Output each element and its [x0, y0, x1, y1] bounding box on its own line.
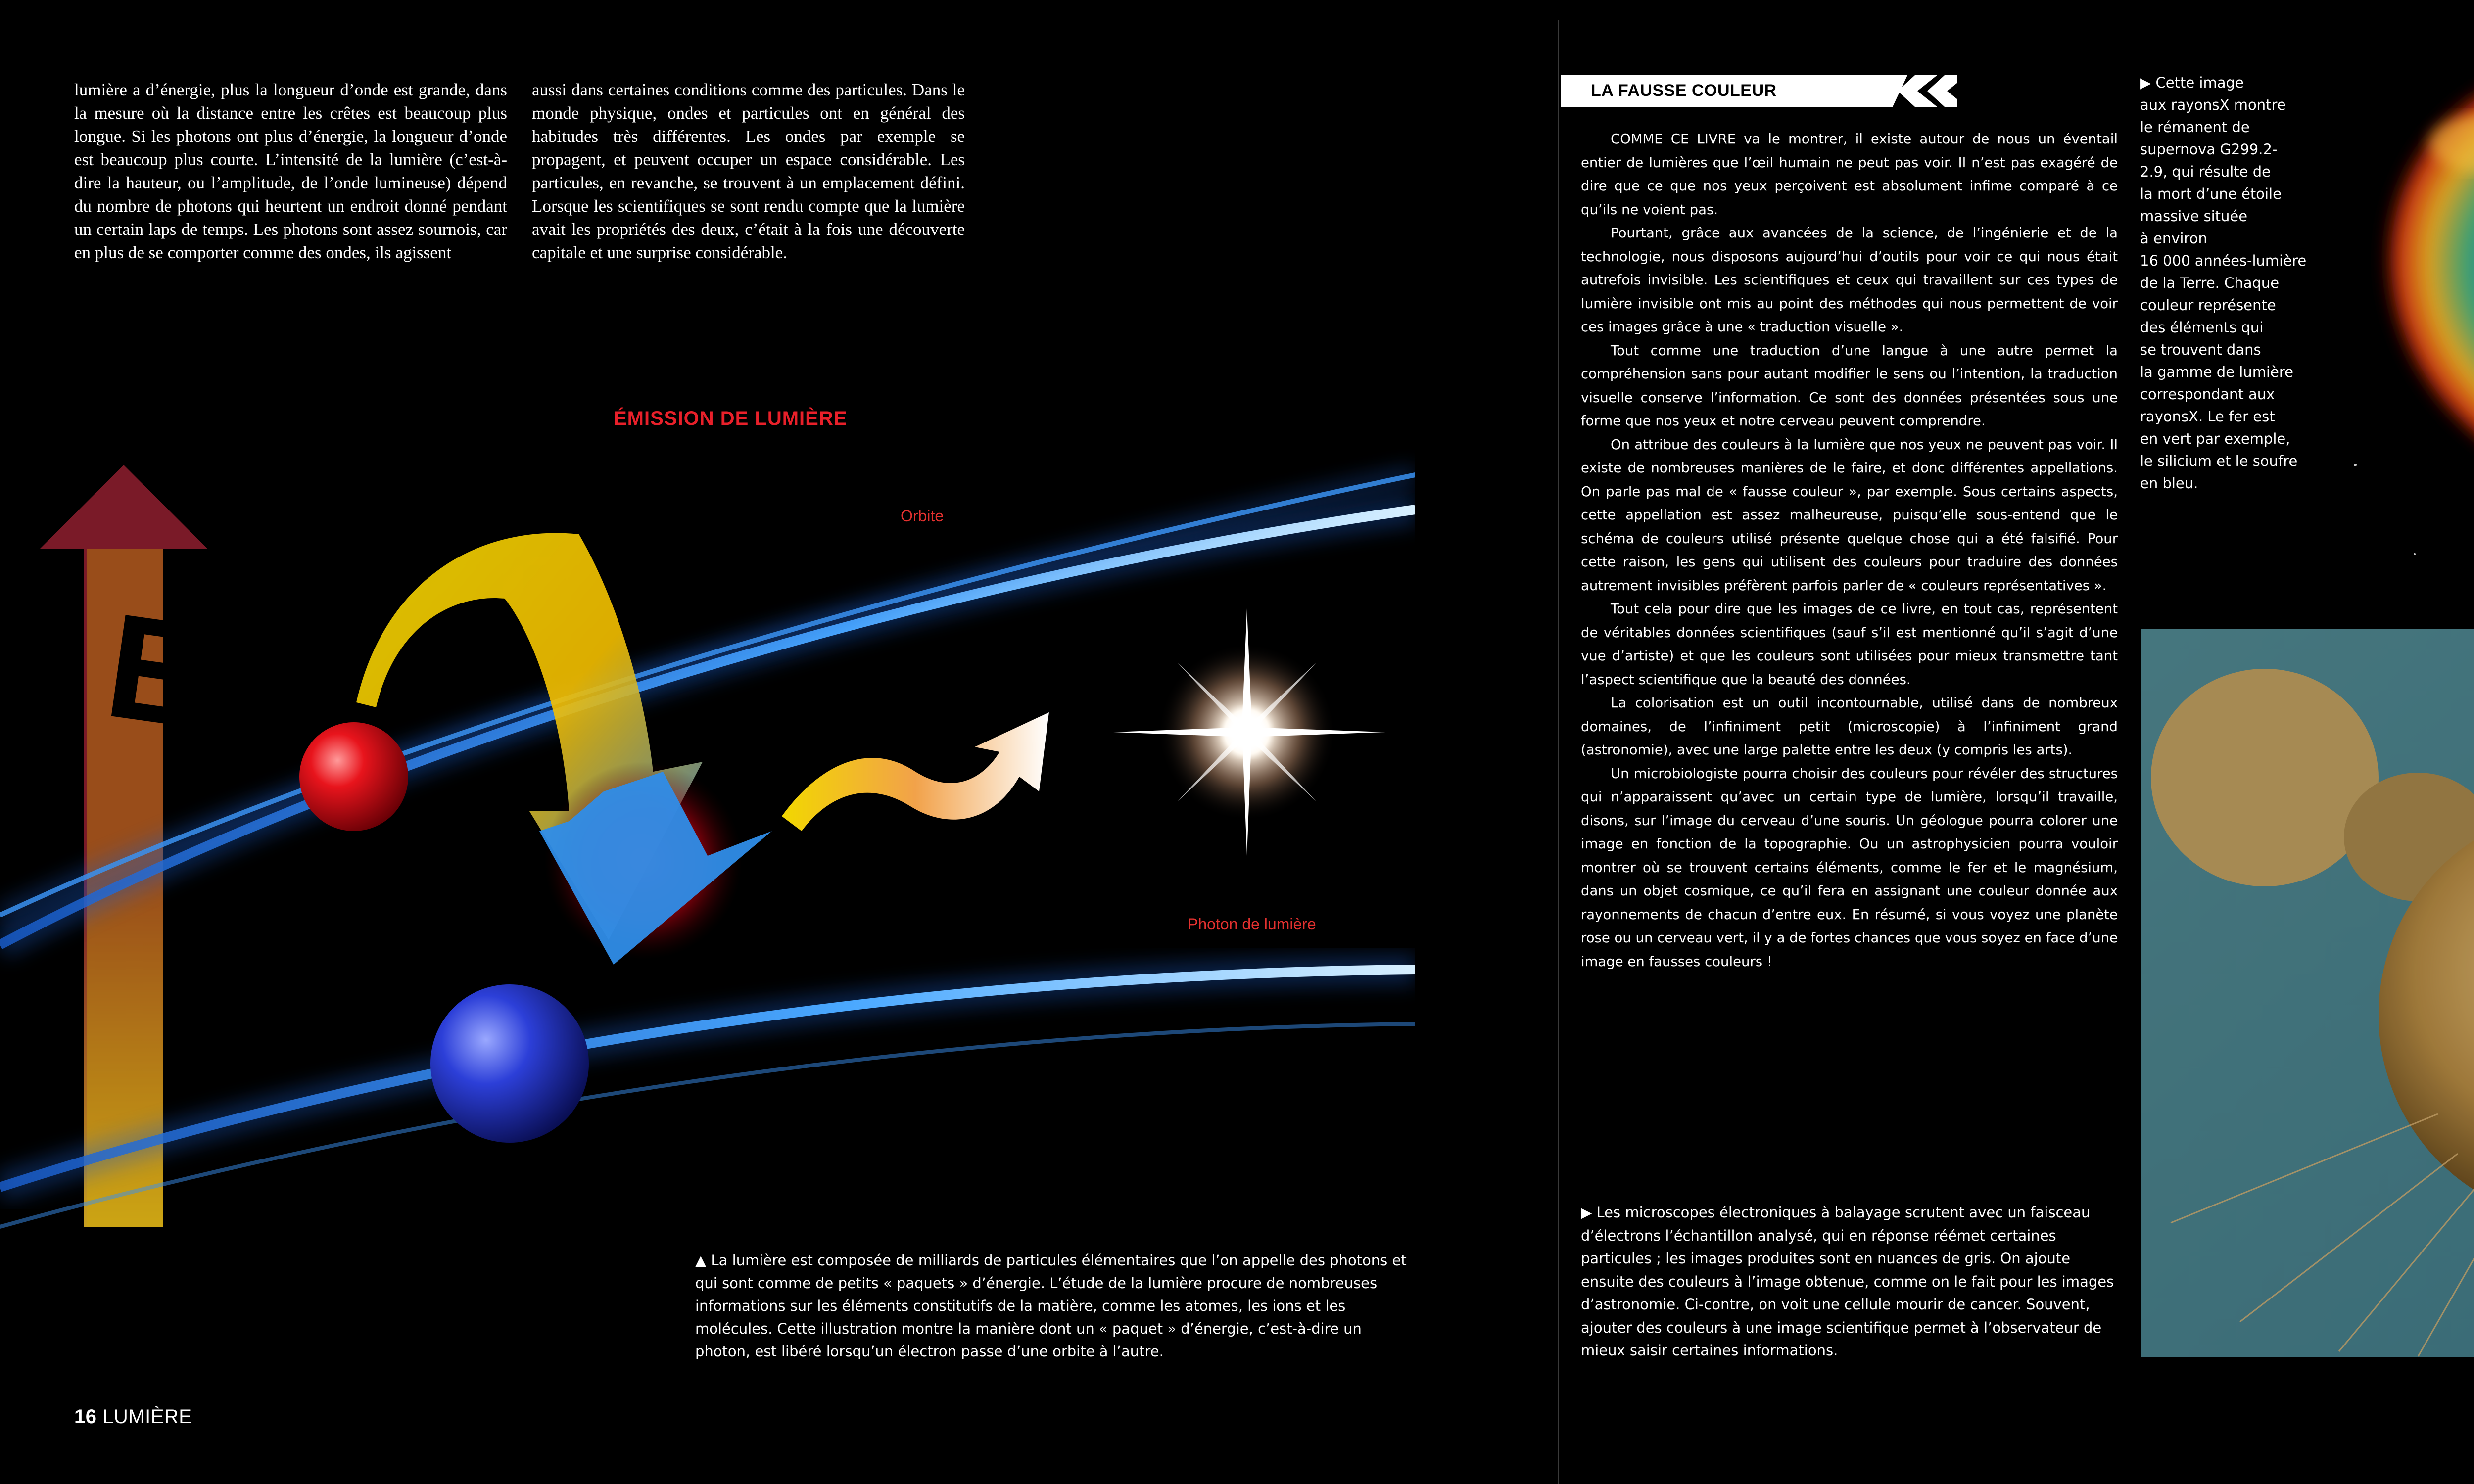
paragraph: Tout cela pour dire que les images de ce livre, en tout cas, représentent de véritables données scientifiques (sauf s’il est mentionné qu’il s’agit d’une vue d’artiste) et que les couleurs sont utilisées pour mieux transmettre tant l’aspect scientifique que la beauté des données.	[1581, 601, 2118, 688]
photon-star	[1113, 608, 1385, 856]
left-page-number: 16	[74, 1406, 97, 1428]
section-heading: LA FAUSSE COULEUR	[1591, 81, 1777, 100]
energy-letter: E	[97, 581, 218, 760]
paragraph: COMME CE LIVRE va le montrer, il existe autour de nous un éventail entier de lumières que l’œil humain ne peut pas voir. Il n’est pas exagéré de dire que ce que nos yeux perçoivent est absolument infime comparé à ce qu’ils ne voient pas.	[1581, 131, 2118, 218]
diagram-caption: ▲ La lumière est composée de milliards de particules élémentaires que l’on appelle des photons et qui sont comme de petits « paquets » d’énergie. L’étude de la lumière procure de nombreuses informations sur les éléments constitutifs de la matière, comme les atomes, les ions et les molécules. Cette illustration montre la manière dont un « paquet » d’énergie, c’est-à-dire un photon, est libéré lorsqu’un électron passe d’une orbite à l’autre.	[695, 1252, 1407, 1360]
photon-wave-arrow	[782, 712, 1049, 831]
light-emission-diagram	[0, 386, 1415, 1276]
microscope-caption: ▶ Les microscopes électroniques à balayage scrutent avec un faisceau d’électrons l’échantillon analysé, qui en réponse réémet certaines particules ; les images produites sont en nuances de gris. On ajoute ensuite des couleurs à l’image obtenue, comme on le fait pour les images d’astronomie. Ci-contre, on voit une cellule mourir de cancer. Souvent, ajouter des couleurs à une image scientifique permet à l’observateur de mieux saisir certaines informations.	[1581, 1204, 2114, 1359]
right-body-text	[1581, 128, 2118, 974]
supernova-caption: ▶ Cette image aux rayonsX montre le rémanent de supernova G299.2- 2.9, qui résulte de la mort d’une étoile massive située à environ 16 000 années-lumière de la Terre. Chaque couleur représente des éléments qui se trouvent dans la gamme de lumière correspondant aux rayonsX. Le fer est en vert par exemple, le silicium et le soufre en bleu.	[2140, 74, 2307, 492]
paragraph: On attribue des couleurs à la lumière que nos yeux ne peuvent pas voir. Il existe de nombreuses manières de le faire, et donc différentes appellations. On parle pas mal de « fausse couleur », par exemple. Sous certains aspects, cette appellation est assez malheureuse, puisqu’elle sous-entend que le schéma de couleurs utilisé présente quelque chose qui a été falsifié. Pour cette raison, les gens qui utilisent des couleurs pour traduire des données autrement invisibles préfèrent parfois parler de « couleurs représentatives ».	[1581, 436, 2118, 594]
diagram-title: ÉMISSION DE LUMIÈRE	[614, 408, 848, 429]
photon-label: Photon de lumière	[1188, 915, 1316, 933]
cancer-cell-micrograph	[2141, 629, 2474, 1357]
section-heading-bar	[1561, 75, 1907, 107]
left-column-1: lumière a d’énergie, plus la longueur d’onde est grande, dans la mesure où la distance entre les crêtes est beaucoup plus longue. Si les photons ont plus d’énergie, la longueur d’onde est beaucoup plus courte. L’intensité de la lumière (c’est-à-dire la hauteur, ou l’amplitude, de l’onde lumineuse) dépend du nombre de photons qui heurtent un endroit donné pendant un certain laps de temps. Les photons sont assez sournois, car en plus de se comporter comme des ondes, ils agissent	[74, 80, 507, 262]
orbit-label: Orbite	[901, 507, 944, 525]
supernova-image	[2326, 20, 2474, 589]
red-electron	[299, 722, 408, 831]
left-folio	[74, 1406, 192, 1428]
left-column-2: aussi dans certaines conditions comme des particules. Dans le monde physique, ondes et particules ont en général des habitudes très différentes. Les ondes par exemple se propagent, et peuvent occuper un espace considérable. Les particules, en revanche, se trouvent à un emplacement défini. Lorsque les scientifiques se sont rendu compte que la lumière avait les propriétés des deux, c’était à la fois une découverte capitale et une surprise considérable.	[532, 80, 965, 262]
paragraph: Un microbiologiste pourra choisir des couleurs pour révéler des structures qui n’apparaissent qu’avec un certain type de lumière, lorsqu’il travaille, disons, sur l’image du cerveau d’une souris. Un géologue pourra colorer une image en fonction de la topographie. Ou un astrophysicien pourra vouloir montrer où se trouvent certains éléments, comme le fer et le magnésium, dans un objet cosmique, ce qu’il fera en assignant une couleur donnée aux rayonnements de chacun d’entre eux. En résumé, si vous voyez une planète rose ou un cerveau vert, il y a de fortes chances que vous soyez en face d’une image en fausses couleurs !	[1581, 765, 2118, 970]
paragraph: Pourtant, grâce aux avancées de la science, de l’ingénierie et de la technologie, nous disposons aujourd’hui d’outils pour voir ce qui nous était autrefois invisible. Les scientifiques et ceux qui travaillent sur ces types de lumière invisible ont mis au point des méthodes qui nous permettent de voir ces images grâce à une « traduction visuelle ».	[1581, 225, 2118, 335]
blue-electron	[430, 984, 589, 1143]
paragraph: Tout comme une traduction d’une langue à une autre permet la compréhension sans pour autant modifier le sens ou l’intention, la traduction visuelle conserve l’information. Ce sont des données présentées sous une forme que nos yeux et notre cerveau peuvent comprendre.	[1581, 342, 2118, 429]
paragraph: La colorisation est un outil incontournable, utilisé dans de nombreux domaines, de l’infiniment petit (microscopie) à l’infiniment grand (astronomie), avec une large palette entre les deux (y compris les arts).	[1581, 695, 2118, 758]
gutter-line	[1558, 20, 1559, 1484]
left-running-title: LUMIÈRE	[102, 1406, 192, 1428]
